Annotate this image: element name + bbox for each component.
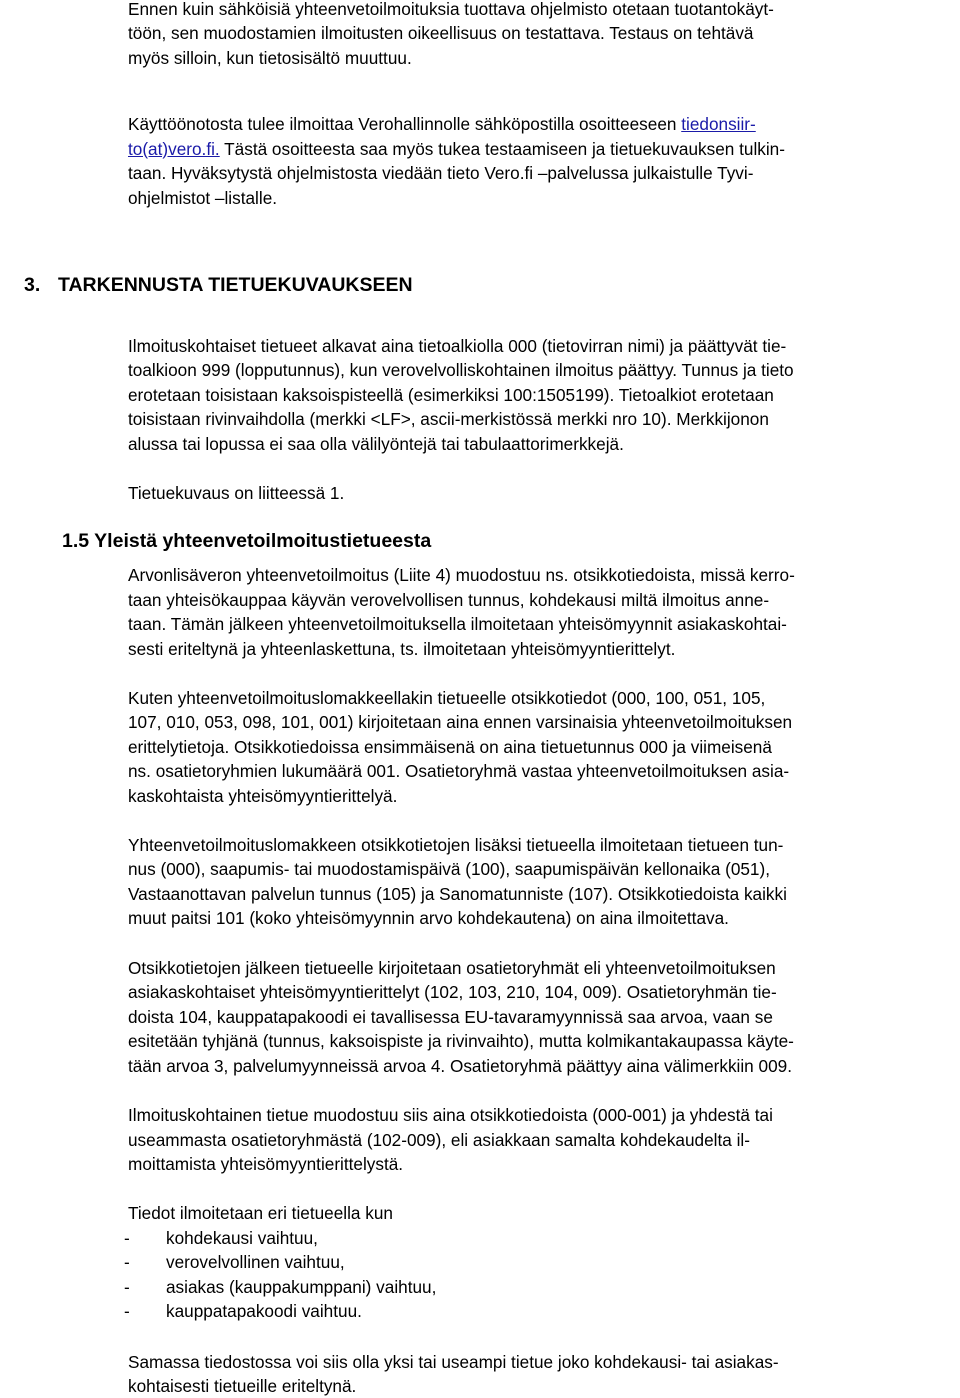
s15-p5-line: Ilmoituskohtainen tietue muodostuu siis aina otsikkotiedoista (000-001) ja yhdestä tai xyxy=(128,1105,773,1125)
intro-p2-text: Käyttöönotosta tulee ilmoittaa Verohallinnolle sähköpostilla osoitteeseen xyxy=(128,114,682,134)
s15-p5-line: moittamista yhteisömyyntierittelystä. xyxy=(128,1154,404,1174)
intro-p1-line: myös silloin, kun tietosisältö muuttuu. xyxy=(128,48,412,68)
s15-p5-line: useammasta osatietoryhmästä (102-009), eli asiakkaan samalta kohdekaudelta il- xyxy=(128,1130,750,1150)
section-number: 3. xyxy=(24,274,41,296)
s3-p1-line: toalkioon 999 (lopputunnus), kun verovelvolliskohtainen ilmoitus päättyy. Tunnus ja tieto xyxy=(128,360,794,380)
s15-p2-line: erittelytietoja. Otsikkotiedoissa ensimmäisenä on aina tietuetunnus 000 ja viimeisenä xyxy=(128,737,772,757)
s15-p2-line: ns. osatietoryhmien lukumäärä 001. Osatietoryhmä vastaa yhteenvetoilmoituksen asia- xyxy=(128,761,790,781)
s3-p1-line: Ilmoituskohtaiset tietueet alkavat aina tietoalkiolla 000 (tietovirran nimi) ja päättyvät tie- xyxy=(128,336,787,356)
section-1-5-heading: 1.5 Yleistä yhteenvetoilmoitustietueesta xyxy=(62,530,432,552)
list-item xyxy=(124,1250,345,1274)
intro-p1-line: Ennen kuin sähköisiä yhteenvetoilmoituksia tuottava ohjelmisto otetaan tuotantokäyt- xyxy=(128,0,774,19)
s15-p4-line: asiakaskohtaiset yhteisömyyntierittelyt (102, 103, 210, 104, 009). Osatietoryhmän tie- xyxy=(128,982,777,1002)
s15-p2-line: kaskohtaista yhteisömyyntierittelyä. xyxy=(128,786,398,806)
list-dash: - xyxy=(124,1277,130,1297)
list-item-text: verovelvollinen vaihtuu, xyxy=(166,1252,345,1272)
list-item xyxy=(124,1299,362,1323)
list-item-text: kohdekausi vaihtuu, xyxy=(166,1228,318,1248)
intro-p2-text: Tästä osoitteesta saa myös tukea testaamiseen ja tietuekuvauksen tulkin- xyxy=(219,139,785,159)
intro-p2-line: taan. Hyväksytystä ohjelmistosta viedään tieto Vero.fi –palvelussa julkaistulle Tyvi- xyxy=(128,163,754,183)
list-dash: - xyxy=(124,1228,130,1248)
s15-p4-line: Otsikkotietojen jälkeen tietueelle kirjoitetaan osatietoryhmät eli yhteenvetoilmoituksen xyxy=(128,958,776,978)
s15-p2-line: 107, 010, 053, 098, 101, 001) kirjoitetaan aina ennen varsinaisia yhteenvetoilmoituksen xyxy=(128,712,793,732)
s15-p1-line: taan. Tämän jälkeen yhteenvetoilmoituksella ilmoitetaan yhteisömyynnit asiakaskohtai- xyxy=(128,614,787,634)
s3-p1-line: alussa tai lopussa ei saa olla välilyöntejä tai tabulaattorimerkkejä. xyxy=(128,434,624,454)
s15-p3-line: muut paitsi 101 (koko yhteisömyynnin arvo kohdekautena) on aina ilmoitettava. xyxy=(128,908,729,928)
s15-p4-line: tään arvoa 3, palvelumyynneissä arvoa 4. Osatietoryhmä päättyy aina välimerkkiin 009. xyxy=(128,1056,792,1076)
list-item xyxy=(124,1275,436,1299)
section-3-heading xyxy=(24,274,413,297)
s15-p3-line: Vastaanottavan palvelun tunnus (105) ja Sanomatunniste (107). Otsikkotiedoista kaikki xyxy=(128,884,787,904)
s15-p1-line: taan yhteisökauppaa käyvän verovelvollisen tunnus, kohdekausi miltä ilmoitus anne- xyxy=(128,590,770,610)
s3-p1-line: erotetaan toisistaan kaksoispisteellä (esimerkiksi 100:1505199). Tietoalkiot erotetaan xyxy=(128,385,774,405)
list-item xyxy=(124,1226,318,1250)
email-link-continued[interactable]: to(at)vero.fi. xyxy=(128,139,220,159)
s15-p3-line: Yhteenvetoilmoituslomakkeen otsikkotietojen lisäksi tietueella ilmoitetaan tietueen tun- xyxy=(128,835,784,855)
list-item-text: kauppatapakoodi vaihtuu. xyxy=(166,1301,362,1321)
intro-p1-line: töön, sen muodostamien ilmoitusten oikeellisuus on testattava. Testaus on tehtävä xyxy=(128,23,754,43)
s3-p2-line: Tietuekuvaus on liitteessä 1. xyxy=(128,483,345,503)
s3-p1-line: toisistaan rivinvaihdolla (merkki <LF>, ascii-merkistössä merkki nro 10). Merkkijonon xyxy=(128,409,769,429)
s15-p7-line: Samassa tiedostossa voi siis olla yksi tai useampi tietue joko kohdekausi- tai asiakas- xyxy=(128,1352,779,1372)
intro-p2-line: ohjelmistot –listalle. xyxy=(128,188,278,208)
s15-p6-intro: Tiedot ilmoitetaan eri tietueella kun xyxy=(128,1203,393,1223)
email-link[interactable]: tiedonsiir- xyxy=(681,114,756,134)
s15-p4-line: esitetään tyhjänä (tunnus, kaksoispiste ja rivinvaihto), mutta kolmikantakaupassa käyte- xyxy=(128,1031,794,1051)
list-dash: - xyxy=(124,1301,130,1321)
s15-p2-line: Kuten yhteenvetoilmoituslomakkeellakin tietueelle otsikkotiedot (000, 100, 051, 105, xyxy=(128,688,766,708)
intro-p2-line xyxy=(128,112,756,136)
s15-p7-line: kohtaisesti tietueille eriteltynä. xyxy=(128,1376,357,1396)
s15-p4-line: doista 104, kauppatapakoodi ei tavallisessa EU-tavaramyynnissä saa arvoa, vaan se xyxy=(128,1007,773,1027)
section-title: TARKENNUSTA TIETUEKUVAUKSEEN xyxy=(58,274,413,296)
intro-p2-line xyxy=(128,137,785,161)
s15-p3-line: nus (000), saapumis- tai muodostamispäivä (100), saapumispäivän kellonaika (051), xyxy=(128,859,770,879)
list-dash: - xyxy=(124,1252,130,1272)
list-item-text: asiakas (kauppakumppani) vaihtuu, xyxy=(166,1277,437,1297)
s15-p1-line: Arvonlisäveron yhteenvetoilmoitus (Liite 4) muodostuu ns. otsikkotiedoista, missä kerro- xyxy=(128,565,795,585)
s15-p1-line: sesti eriteltynä ja yhteenlaskettuna, ts. ilmoitetaan yhteisömyyntierittelyt. xyxy=(128,639,676,659)
